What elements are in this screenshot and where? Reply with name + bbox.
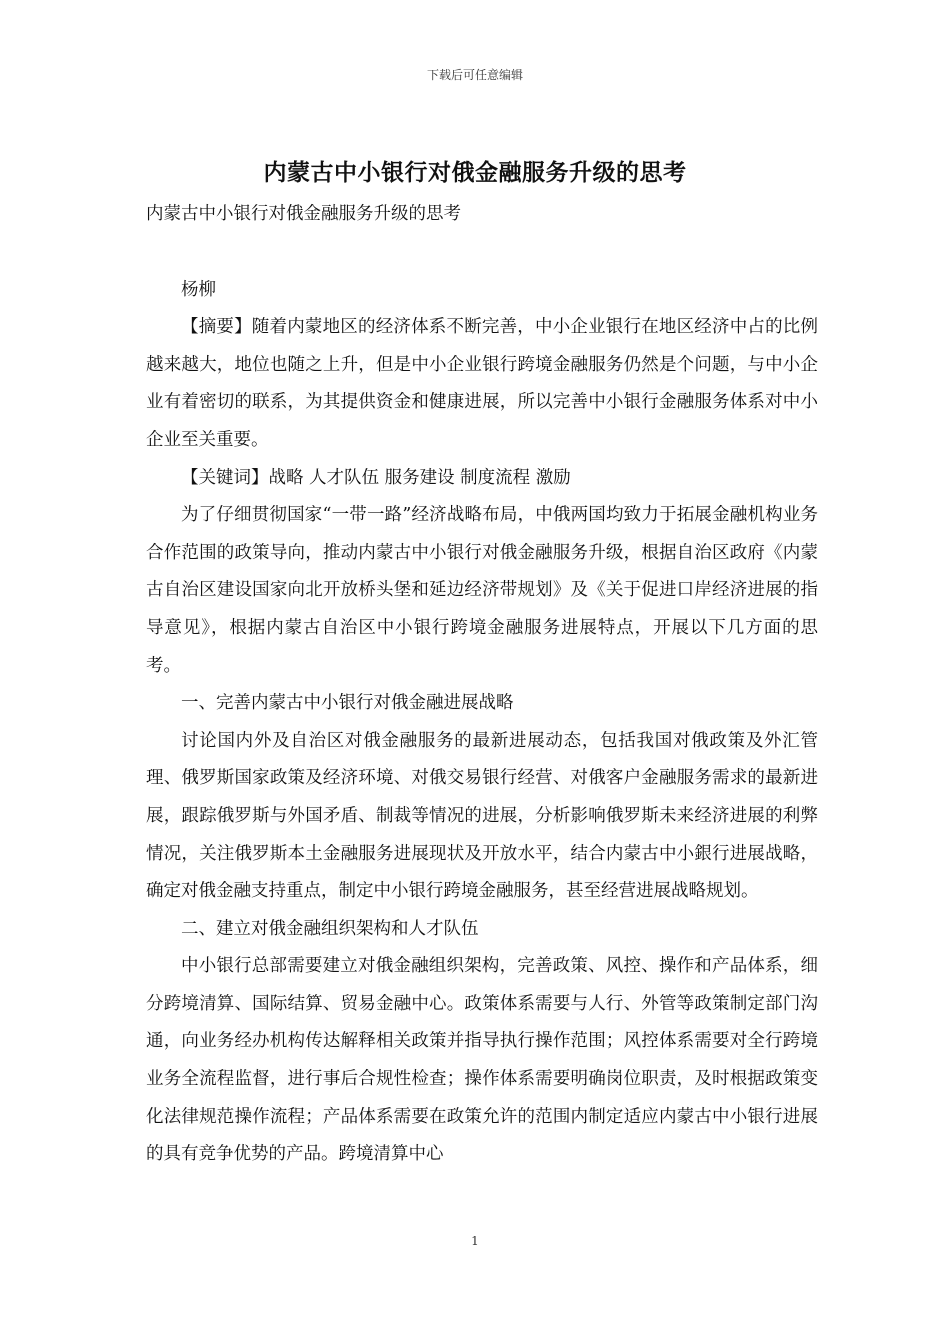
blank-line	[146, 234, 818, 272]
section-heading-1: 一、完善内蒙古中小银行对俄金融进展战略	[181, 693, 514, 714]
abstract-paragraph: 【摘要】随着内蒙地区的经济体系不断完善，中小企业银行在地区经济中占的比例越来越大，地位也随之上升，但是中小企业银行跨境金融服务仍然是个问题，与中小企业有着密切的联系，为其提供资金和健康进展，所以完善中小银行金融服务体系对中小企业至关重要。	[146, 317, 818, 450]
page-number: 1	[471, 1234, 479, 1248]
subtitle: 内蒙古中小银行对俄金融服务升级的思考	[146, 204, 461, 224]
document-title: 内蒙古中小银行对俄金融服务升级的思考	[263, 159, 687, 186]
document-body	[146, 196, 818, 1174]
page-header: 下载后可任意编辑	[426, 68, 523, 82]
section-heading-2: 二、建立对俄金融组织架构和人才队伍	[181, 918, 479, 939]
keywords-paragraph: 【关键词】战略 人才队伍 服务建设 制度流程 激励	[181, 467, 571, 488]
section-2-paragraph: 中小银行总部需要建立对俄金融组织架构，完善政策、风控、操作和产品体系，细分跨境清算、国际结算、贸易金融中心。政策体系需要与人行、外管等政策制定部门沟通，向业务经办机构传达解释相关政策并指导执行操作范围；风控体系需要对全行跨境业务全流程监督，进行事后合规性检查；操作体系需要明确岗位职责，及时根据政策变化法律规范操作流程；产品体系需要在政策允许的范围内制定适应内蒙古中小银行进展的具有竞争优势的产品。跨境清算中心	[146, 956, 818, 1165]
author: 杨柳	[181, 279, 216, 300]
section-1-paragraph: 讨论国内外及自治区对俄金融服务的最新进展动态，包括我国对俄政策及外汇管理、俄罗斯国家政策及经济环境、对俄交易银行经营、对俄客户金融服务需求的最新进展，跟踪俄罗斯与外国矛盾、制裁等情况的进展，分析影响俄罗斯未来经济进展的利弊情况，关注俄罗斯本土金融服务进展现状及开放水平，结合内蒙古中小銀行进展战略，确定对俄金融支持重点，制定中小银行跨境金融服务，甚至经营进展战略规划。	[146, 730, 818, 902]
intro-paragraph: 为了仔细贯彻国家“一带一路”经济战略布局，中俄两国均致力于拓展金融机构业务合作范围的政策导向，推动内蒙古中小银行对俄金融服务升级，根据自治区政府《内蒙古自治区建设国家向北开放桥头堡和延边经济带规划》及《关于促进口岸经济进展的指导意见》，根据内蒙古自治区中小银行跨境金融服务进展特点，开展以下几方面的思考。	[146, 505, 818, 676]
